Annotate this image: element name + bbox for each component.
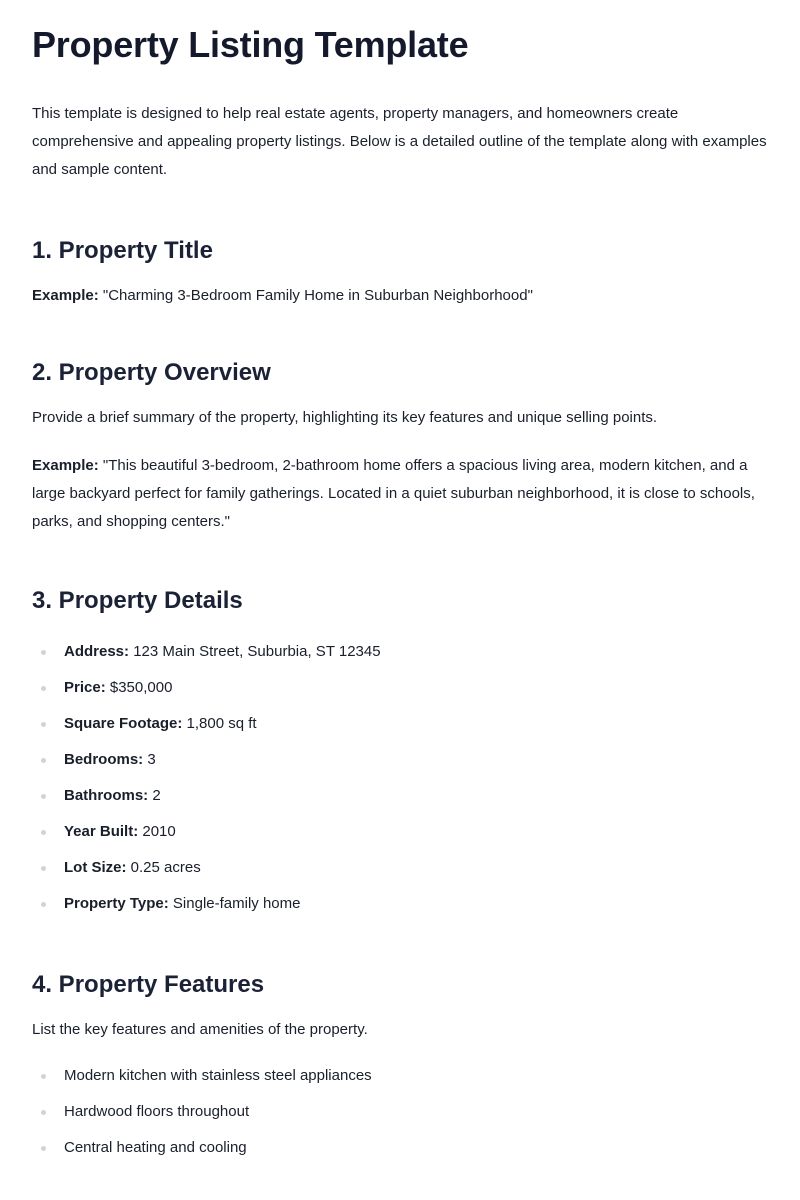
overview-example — [32, 452, 768, 536]
intro-paragraph: This template is designed to help real estate agents, property managers, and homeowners create comprehensive and appealing property listings. Below is a detailed outline of the template along with examples and sample content. — [32, 105, 767, 178]
section-heading-property-features: 4. Property Features — [32, 971, 265, 998]
list-item: Hardwood floors throughout — [32, 1094, 768, 1130]
features-list — [32, 1058, 768, 1166]
list-item: Property Type: Single-family home — [32, 886, 768, 922]
overview-description: Provide a brief summary of the property, highlighting its key features and unique selling points. — [32, 409, 658, 426]
list-item: Bedrooms: 3 — [32, 742, 768, 778]
section-heading-property-overview: 2. Property Overview — [32, 359, 271, 386]
list-item: Central heating and cooling — [32, 1130, 768, 1166]
list-item: Lot Size: 0.25 acres — [32, 850, 768, 886]
details-list — [32, 634, 768, 922]
overview-example-text: "This beautiful 3-bedroom, 2-bathroom home offers a spacious living area, modern kitchen, and a large backyard perfect for family gatherings. Located in a quiet suburban neighborhood, it is close to schools, parks, and shopping centers." — [32, 457, 755, 530]
example-label: Example: — [32, 457, 99, 474]
section-heading-property-title: 1. Property Title — [32, 237, 213, 264]
title-example-text: "Charming 3-Bedroom Family Home in Suburban Neighborhood" — [102, 287, 533, 304]
section-heading-property-details: 3. Property Details — [32, 587, 243, 614]
title-example — [32, 282, 768, 310]
example-label: Example: — [32, 287, 99, 304]
page-title: Property Listing Template — [32, 24, 469, 65]
list-item: Price: $350,000 — [32, 670, 768, 706]
list-item: Modern kitchen with stainless steel appliances — [32, 1058, 768, 1094]
list-item: Square Footage: 1,800 sq ft — [32, 706, 768, 742]
features-description: List the key features and amenities of the property. — [32, 1021, 368, 1038]
list-item: Bathrooms: 2 — [32, 778, 768, 814]
list-item: Address: 123 Main Street, Suburbia, ST 12345 — [32, 634, 768, 670]
list-item: Year Built: 2010 — [32, 814, 768, 850]
